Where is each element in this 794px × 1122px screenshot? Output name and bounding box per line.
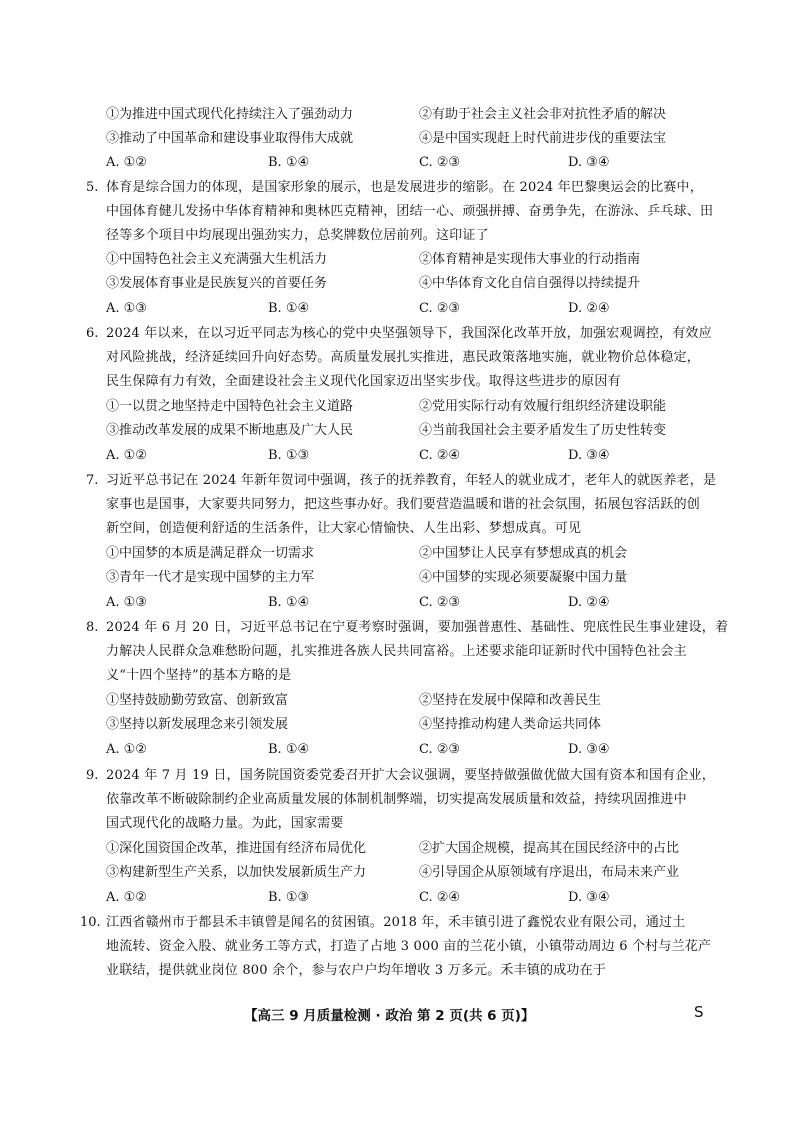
q6-stem-line: 2024 年以来，在以习近平同志为核心的党中央坚强领导下，我国深化改革开放，加强宏观调控，有效应 bbox=[106, 326, 712, 341]
q5-answer-d: D. ②④ bbox=[568, 301, 610, 316]
q7-number: 7. bbox=[86, 473, 99, 488]
q7-option-4: ④中国梦的实现必须要凝聚中国力量 bbox=[419, 570, 628, 585]
q5-answer-c: C. ②③ bbox=[419, 301, 461, 316]
q8-stem-line: 2024 年 6 月 20 日，习近平总书记在宁夏考察时强调，要加强普惠性、基础性、兜底性民生事业建设，着 bbox=[106, 620, 729, 635]
q10-number: 10. bbox=[80, 915, 101, 930]
q9-stem-line: 依靠改革不断破除制约企业高质量发展的体制机制弊端，切实提高发展质量和效益，持续巩固推进中 bbox=[106, 792, 687, 807]
q6-stem-line: 对风险挑战，经济延续回升向好态势。高质量发展扎实推进，惠民政策落地实施，就业物价总体稳定， bbox=[106, 350, 701, 365]
q6-option-3: ③推动改革发展的成果不断地惠及广大人民 bbox=[106, 423, 354, 438]
q5-answer-b: B. ①④ bbox=[268, 301, 310, 316]
q9-stem-line: 2024 年 7 月 19 日，国务院国资委党委召开扩大会议强调，要坚持做强做优做大国有资本和国有企业， bbox=[106, 768, 715, 783]
q9-answer-a: A. ①② bbox=[106, 890, 147, 905]
q9-stem-line: 国式现代化的战略力量。为此，国家需要 bbox=[106, 816, 344, 831]
q7-stem-line: 家事也是国事，大家要共同努力，把这些事办好。我们要营造温暖和谐的社会氛围，拓展包容活跃的创 bbox=[106, 497, 701, 512]
q8-option-3: ③坚持以新发展理念来引领发展 bbox=[106, 717, 289, 732]
q9-answer-b: B. ①③ bbox=[268, 890, 310, 905]
q6-stem-line: 民生保障有力有效，全面建设社会主义现代化国家迈出坚实步伐。取得这些进步的原因有 bbox=[106, 374, 621, 389]
q8-answer-c: C. ②③ bbox=[419, 742, 461, 757]
q5-option-4: ④中华体育文化自信自强得以持续提升 bbox=[419, 276, 641, 291]
q5-option-1: ①中国特色社会主义充满强大生机活力 bbox=[106, 252, 328, 267]
q7-answer-c: C. ②③ bbox=[419, 595, 461, 610]
q6-option-4: ④当前我国社会主要矛盾发生了历史性转变 bbox=[419, 423, 667, 438]
q5-answer-a: A. ①③ bbox=[106, 301, 147, 316]
q6-option-2: ②党用实际行动有效履行组织经济建设职能 bbox=[419, 399, 667, 414]
q4-answer-a: A. ①② bbox=[106, 155, 147, 170]
q7-answer-b: B. ①④ bbox=[268, 595, 310, 610]
q7-stem-line: 新空间，创造便利舒适的生活条件，让大家心情愉快、人生出彩、梦想成真。可见 bbox=[106, 521, 582, 536]
q6-answer-c: C. ②④ bbox=[419, 448, 461, 463]
q9-number: 9. bbox=[86, 768, 99, 783]
q6-answer-b: B. ①③ bbox=[268, 448, 310, 463]
q5-stem-line: 体育是综合国力的体现，是国家形象的展示，也是发展进步的缩影。在 2024 年巴黎奥运会的比赛中， bbox=[106, 180, 703, 195]
q7-answer-a: A. ①③ bbox=[106, 595, 147, 610]
q7-answer-d: D. ②④ bbox=[568, 595, 610, 610]
q4-answer-c: C. ②③ bbox=[419, 155, 461, 170]
q5-option-2: ②体育精神是实现伟大事业的行动指南 bbox=[419, 252, 641, 267]
q4-option-2: ②有助于社会主义社会非对抗性矛盾的解决 bbox=[419, 107, 667, 122]
q6-answer-d: D. ③④ bbox=[568, 448, 610, 463]
q8-option-1: ①坚持鼓励勤劳致富、创新致富 bbox=[106, 693, 289, 708]
q8-stem-line: 力解决人民群众急难愁盼问题，扎实推进各族人民共同富裕。上述要求能印证新时代中国特色社会主 bbox=[106, 644, 687, 659]
q8-answer-d: D. ③④ bbox=[568, 742, 610, 757]
q4-option-4: ④是中国实现赶上时代前进步伐的重要法宝 bbox=[419, 131, 667, 146]
q4-answer-d: D. ③④ bbox=[568, 155, 610, 170]
q7-stem-line: 习近平总书记在 2024 年新年贺词中强调，孩子的抚养教育，年轻人的就业成才，老年人的就医养老，是 bbox=[106, 473, 717, 488]
q9-answer-d: D. ③④ bbox=[568, 890, 610, 905]
version-letter: S bbox=[694, 1003, 704, 1021]
q8-answer-a: A. ①② bbox=[106, 742, 147, 757]
q5-option-3: ③发展体育事业是民族复兴的首要任务 bbox=[106, 276, 328, 291]
q8-option-4: ④坚持推动构建人类命运共同体 bbox=[419, 717, 602, 732]
q10-stem-line: 江西省赣州市于都县禾丰镇曾是闻名的贫困镇。2018 年，禾丰镇引进了鑫悦农业有限公司，通过土 bbox=[106, 915, 686, 930]
q7-option-3: ③青年一代才是实现中国梦的主力军 bbox=[106, 570, 315, 585]
q9-option-1: ①深化国资国企改革，推进国有经济布局优化 bbox=[106, 841, 367, 856]
q8-answer-b: B. ①④ bbox=[268, 742, 310, 757]
q9-option-4: ④引导国企从原领域有序退出，布局未来产业 bbox=[419, 865, 680, 880]
q5-number: 5. bbox=[86, 180, 99, 195]
q10-stem-line: 地流转、资金入股、就业务工等方式，打造了占地 3 000 亩的兰花小镇，小镇带动周边 6 个村与兰花产 bbox=[106, 939, 712, 954]
q9-option-3: ③构建新型生产关系，以加快发展新质生产力 bbox=[106, 865, 367, 880]
q8-number: 8. bbox=[86, 620, 99, 635]
q7-option-1: ①中国梦的本质是满足群众一切需求 bbox=[106, 546, 315, 561]
q6-answer-a: A. ①② bbox=[106, 448, 147, 463]
q8-stem-line: 义“十四个坚持”的基本方略的是 bbox=[106, 668, 292, 683]
page-footer: 【高三 9 月质量检测 · 政治 第 2 页(共 6 页)】 bbox=[244, 1008, 535, 1024]
q6-option-1: ①一以贯之地坚持走中国特色社会主义道路 bbox=[106, 399, 354, 414]
q9-option-2: ②扩大国企规模，提高其在国民经济中的占比 bbox=[419, 841, 680, 856]
q4-option-3: ③推动了中国革命和建设事业取得伟大成就 bbox=[106, 131, 354, 146]
q4-option-1: ①为推进中国式现代化持续注入了强劲动力 bbox=[106, 107, 354, 122]
q9-answer-c: C. ②④ bbox=[419, 890, 461, 905]
q5-stem-line: 径等多个项目中均展现出强劲实力，总奖牌数位居前列。这印证了 bbox=[106, 228, 489, 243]
q6-number: 6. bbox=[86, 326, 99, 341]
q8-option-2: ②坚持在发展中保障和改善民生 bbox=[419, 693, 602, 708]
q7-option-2: ②中国梦让人民享有梦想成真的机会 bbox=[419, 546, 628, 561]
q4-answer-b: B. ①④ bbox=[268, 155, 310, 170]
q5-stem-line: 中国体育健儿发扬中华体育精神和奥林匹克精神，团结一心、顽强拼搏、奋勇争先，在游泳、乒乓球、田 bbox=[106, 204, 714, 219]
q10-stem-line: 业联结，提供就业岗位 800 余个，参与农户户均年增收 3 万多元。禾丰镇的成功在于 bbox=[106, 963, 607, 978]
